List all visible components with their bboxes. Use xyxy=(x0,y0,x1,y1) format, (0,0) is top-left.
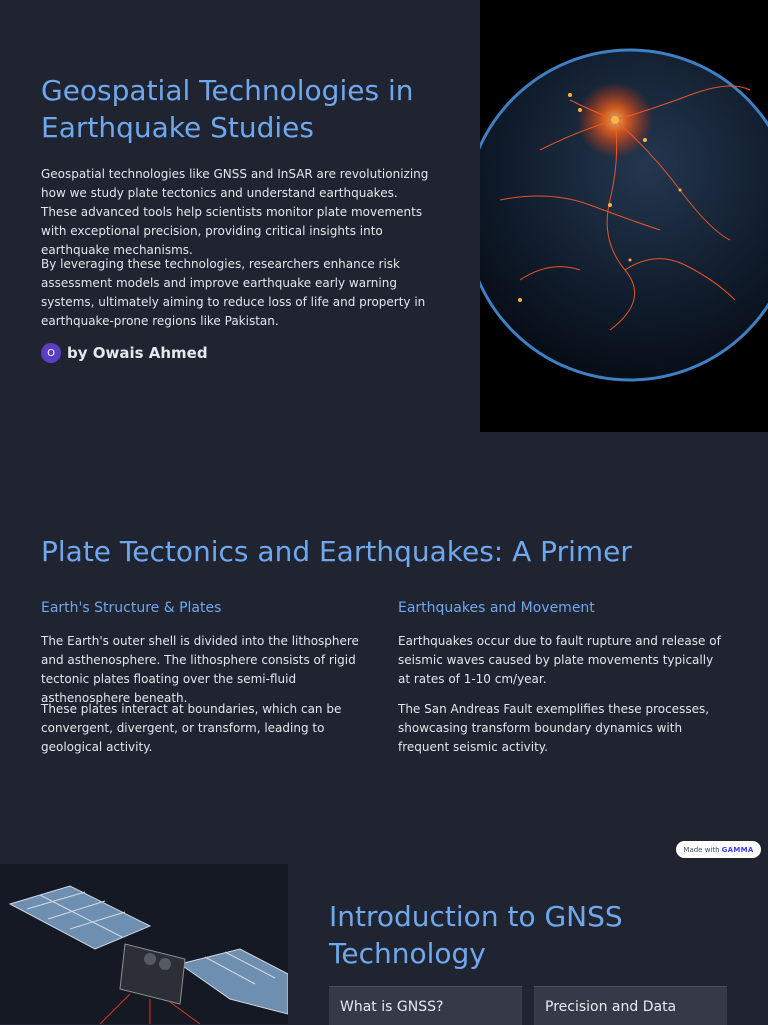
earthquakes-paragraph-1: Earthquakes occur due to fault rupture and release of seismic waves caused by plate movements typically at rates of 1-10 cm/year. xyxy=(398,634,721,686)
structure-paragraph-1: The Earth's outer shell is divided into the lithosphere and asthenosphere. The lithosphere consists of rigid tectonic plates floating over the semi-fluid asthenosphere beneath. xyxy=(41,634,359,705)
column-heading-earthquakes: Earthquakes and Movement xyxy=(398,600,595,616)
badge-brand: GAMMA xyxy=(721,845,754,854)
section-title-gnss: Introduction to GNSS Technology xyxy=(329,900,623,970)
avatar: O xyxy=(41,343,61,363)
author-name: by Owais Ahmed xyxy=(67,344,208,362)
card-precision-data xyxy=(534,986,727,1025)
structure-paragraph-2: These plates interact at boundaries, which can be convergent, divergent, or transform, leading to geological activity. xyxy=(41,702,342,754)
intro-paragraph-1: Geospatial technologies like GNSS and InSAR are revolutionizing how we study plate tectonics and understand earthquakes. These advanced tools help scientists monitor plate movements with exceptional precision, providing critical insights into earthquake mechanisms. xyxy=(41,167,429,257)
column-heading-structure: Earth's Structure & Plates xyxy=(41,600,222,616)
made-with-gamma-badge[interactable] xyxy=(676,841,761,858)
satellite-image xyxy=(0,864,288,1024)
earth-image xyxy=(480,0,768,432)
author-byline xyxy=(41,343,208,363)
card-what-is-gnss xyxy=(329,986,522,1025)
earthquakes-paragraph-2: The San Andreas Fault exemplifies these processes, showcasing transform boundary dynamics with frequent seismic activity. xyxy=(398,702,710,754)
badge-prefix: Made with xyxy=(683,845,720,854)
page-title: Geospatial Technologies in Earthquake Studies xyxy=(41,74,414,144)
section-title-primer: Plate Tectonics and Earthquakes: A Primer xyxy=(41,535,632,568)
card-title: Precision and Data xyxy=(545,999,677,1015)
card-title: What is GNSS? xyxy=(340,999,444,1015)
intro-paragraph-2: By leveraging these technologies, researchers enhance risk assessment models and improve earthquake early warning systems, ultimately aiming to reduce loss of life and property in earthquake-prone regions like Pakistan. xyxy=(41,257,426,328)
